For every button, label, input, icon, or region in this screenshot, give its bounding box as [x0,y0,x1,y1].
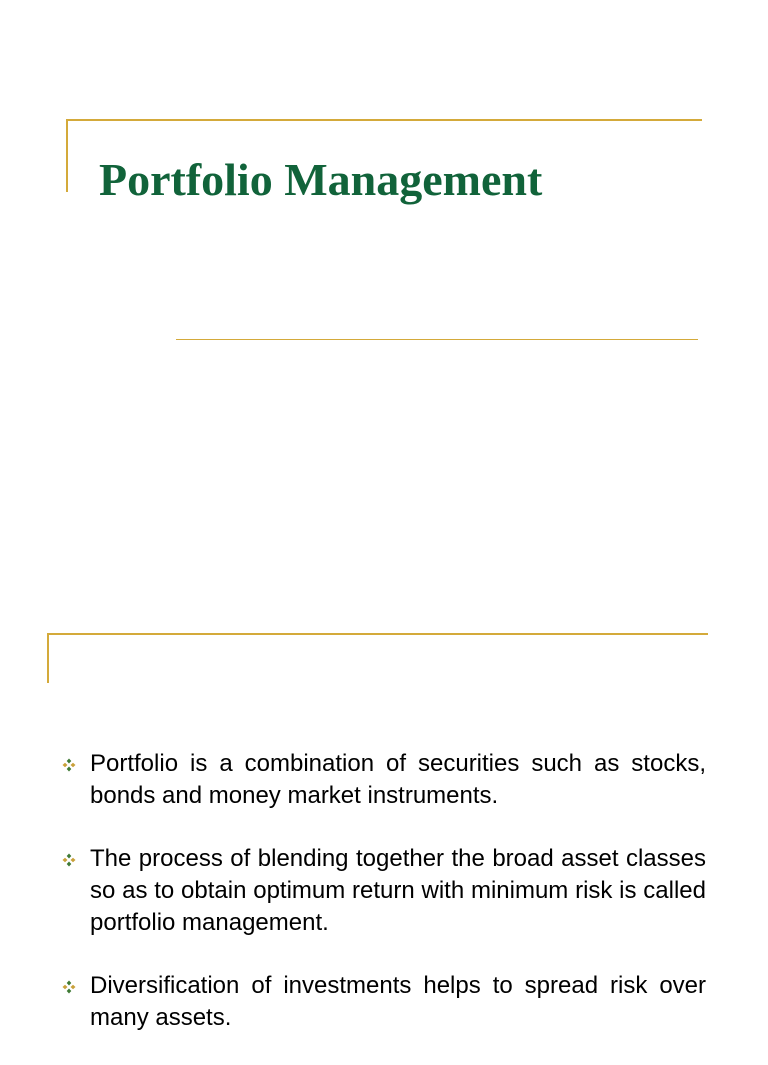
bullet-item [62,843,706,939]
bullet-text: Portfolio is a combination of securities such as stocks, bonds and money market instruments. [90,750,706,809]
slide1-underline-rule [176,339,698,340]
slide1-left-rule [66,119,68,192]
slide2-top-rule [47,633,708,635]
slide1-top-rule [66,119,702,121]
bullet-item [62,748,706,812]
four-diamond-bullet-icon [62,980,76,994]
bullet-text: The process of blending together the broad asset classes so as to obtain optimum return with minimum risk is called portfolio management. [90,845,706,936]
slide-title: Portfolio Management [99,154,543,205]
bullet-text: Diversification of investments helps to spread risk over many assets. [90,972,706,1031]
four-diamond-bullet-icon [62,853,76,867]
four-diamond-bullet-icon [62,758,76,772]
slide2-left-rule [47,633,49,683]
bullet-list [62,748,706,1065]
bullet-item [62,970,706,1034]
